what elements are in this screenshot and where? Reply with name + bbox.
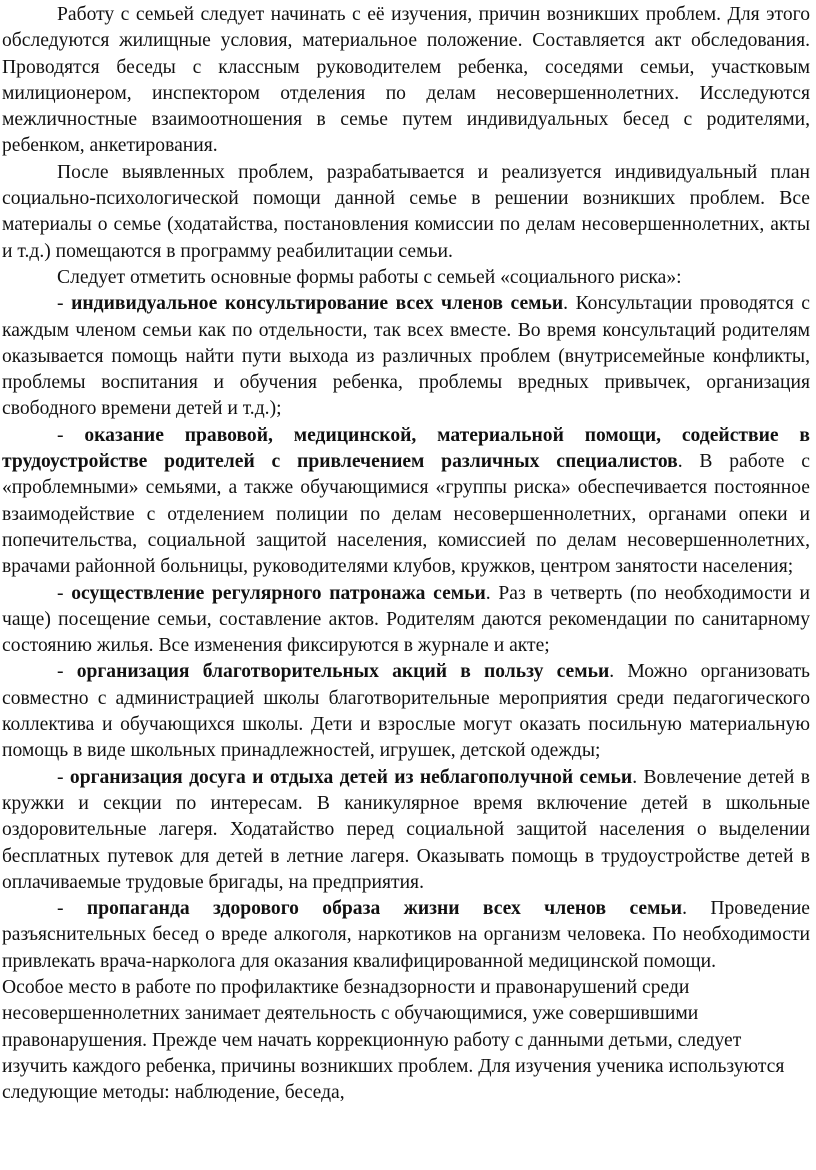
paragraph-rehabilitation-plan: После выявленных проблем, разрабатывается и реализуется индивидуальный план социально-психологической помощи данной семье в решении возникших проблем. Все материалы о семье (ходатайства, постановления комиссии по делам несовершеннолетних, акты и т.д.) помещаются в программу реабилитации семьи. bbox=[2, 161, 810, 262]
list-item-charity bbox=[2, 659, 810, 764]
list-item-heading: организация благотворительных акций в пользу семьи bbox=[76, 661, 610, 683]
list-item-body: . Проведение разъяснительных бесед о вреде алкоголя, наркотиков на организм человека. По необходимости привлекать врача-нарколога для оказания квалифицированной медицинской помощи. bbox=[2, 898, 810, 972]
list-item-body: . Можно организовать совместно с администрацией школы благотворительные мероприятия среди педагогического коллектива и обучающихся школы. Дети и взрослые могут оказать посильную материальную помощь в виде школьных принадлежностей, игрушек, детской одежды; bbox=[2, 661, 810, 762]
list-item-heading: организация досуга и отдыха детей из неблагополучной семьи bbox=[69, 766, 633, 788]
list-item-healthy-lifestyle bbox=[2, 896, 810, 975]
list-dash: - bbox=[57, 898, 87, 920]
list-item-patronage bbox=[2, 581, 810, 660]
list-item-heading: осуществление регулярного патронажа семьи bbox=[71, 582, 486, 604]
list-dash: - bbox=[57, 293, 72, 315]
list-item-body: . Вовлечение детей в кружки и секции по интересам. В каникулярное время включение детей в школьные оздоровительные лагеря. Ходатайство перед социальной защитой населения о выделении бесплатных путевок для детей в летние лагеря. Оказывать помощь в трудоустройстве детей в оплачиваемые трудовые бригады, на предприятия. bbox=[2, 766, 810, 893]
list-item-heading: оказание правовой, медицинской, материальной помощи, содействие в трудоустройстве родителей с привлечением различных специалистов bbox=[2, 424, 810, 473]
list-item-counseling bbox=[2, 291, 810, 422]
list-item-heading: индивидуальное консультирование всех членов семьи bbox=[71, 293, 564, 315]
list-dash: - bbox=[57, 766, 70, 788]
list-dash: - bbox=[57, 424, 85, 446]
list-dash: - bbox=[57, 661, 77, 683]
list-item-body: . Раз в четверть (по необходимости и чаще) посещение семьи, составление актов. Родителям даются рекомендации по санитарному состоянию жилья. Все изменения фиксируются в журнале и акте; bbox=[2, 582, 810, 657]
list-item-legal-aid bbox=[2, 423, 810, 581]
list-item-leisure bbox=[2, 765, 810, 896]
paragraph-forms-intro: Следует отметить основные формы работы с семьей «социального риска»: bbox=[57, 266, 682, 288]
list-dash: - bbox=[57, 582, 72, 604]
list-item-heading: пропаганда здорового образа жизни всех членов семьи bbox=[86, 898, 683, 920]
paragraph-offenders-work: Особое место в работе по профилактике безнадзорности и правонарушений среди несовершеннолетних занимает деятельность с обучающимися, уже совершившими правонарушения. Прежде чем начать коррекционную работу с данными детьми, следует изучить каждого ребенка, причины возникших проблем. Для изучения ученика используются следующие методы: наблюдение, беседа, bbox=[2, 976, 785, 1104]
list-item-body: . В работе с «проблемными» семьями, а также обучающимися «группы риска» обеспечивается постоянное взаимодействие с отделением полиции по делам несовершеннолетних, органами опеки и попечительства, социальной защитой населения, комиссией по делам несовершеннолетних, врачами районной больницы, руководителями клубов, кружков, центром занятости населения; bbox=[2, 451, 810, 578]
paragraph-family-study: Работу с семьей следует начинать с её изучения, причин возникших проблем. Для этого обследуются жилищные условия, материальное положение. Составляется акт обследования. Проводятся беседы с классным руководителем ребенка, соседями семьи, участковым милиционером, инспектором отделения по делам несовершеннолетних. Исследуются межличностные взаимоотношения в семье путем индивидуальных бесед с родителями, ребенком, анкетирования. bbox=[2, 4, 810, 157]
list-item-body: . Консультации проводятся с каждым членом семьи как по отдельности, так всех вместе. Во время консультаций родителям оказывается помощь найти пути выхода из различных проблем (внутрисемейные конфликты, проблемы воспитания и обучения ребенка, проблемы вредных привычек, организация свободного времени детей и т.д.); bbox=[2, 293, 810, 420]
